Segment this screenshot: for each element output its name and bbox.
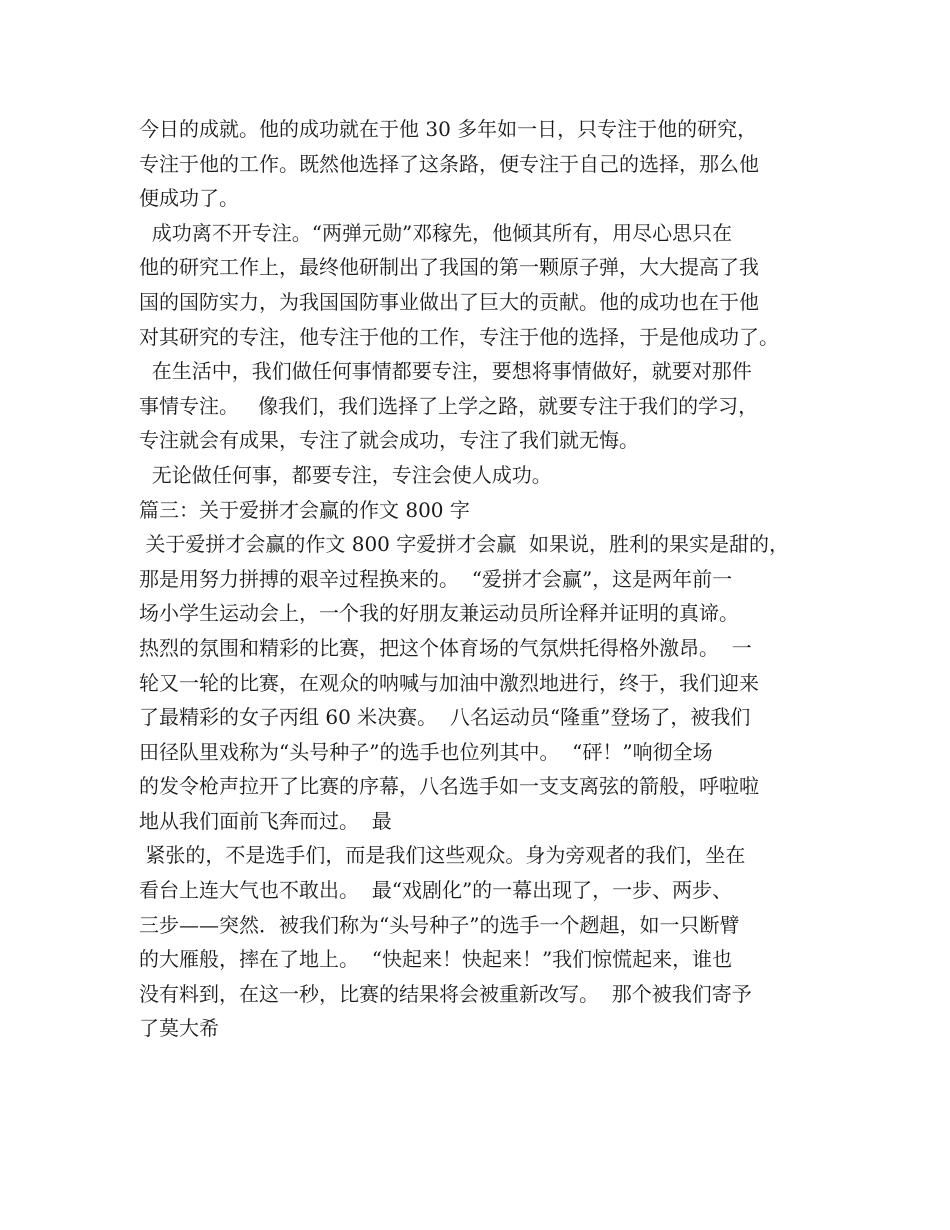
text-line: 的发令枪声拉开了比赛的序幕，八名选手如一支支离弦的箭般，呼啦啦: [139, 774, 759, 799]
text-line: 无论做任何事，都要专注，专注会使人成功。: [139, 462, 552, 487]
text-line: 在生活中，我们做任何事情都要专注，要想将事情做好，就要对那件: [139, 359, 752, 384]
essay-text: [139, 112, 829, 1046]
text-line: 今日的成就。他的成功就在于他 30 多年如一日，只专注于他的研究，: [139, 117, 758, 141]
text-line: 专注于他的工作。既然他选择了这条路，便专注于自己的选择，那么他: [139, 151, 759, 176]
text-line: 田径队里戏称为“头号种子”的选手也位列其中。 “砰！”响彻全场: [139, 739, 713, 764]
text-line: 成功离不开专注。“两弹元勋”邓稼先，他倾其所有，用尽心思只在: [139, 220, 733, 245]
text-line: 专注就会有成果，专注了就会成功，专注了我们就无悔。: [139, 428, 639, 453]
text-line: 轮又一轮的比赛，在观众的呐喊与加油中激烈地进行，终于，我们迎来: [139, 670, 759, 695]
text-line: 紧张的，不是选手们，而是我们这些观众。身为旁观者的我们，坐在: [139, 843, 746, 868]
text-line: 便成功了。: [139, 186, 239, 211]
text-line: 关于爱拼才会赢的作文 800 字爱拼才会赢 如果说，胜利的果实是甜的，: [139, 532, 789, 557]
text-line: 没有料到，在这一秒，比赛的结果将会被重新改写。 那个被我们寄予: [139, 981, 752, 1006]
text-line: 场小学生运动会上，一个我的好朋友兼运动员所诠释并证明的真谛。: [139, 601, 739, 626]
text-line: 那是用努力拼搏的艰辛过程换来的。 “爱拼才会赢”，这是两年前一: [139, 566, 733, 591]
text-line: 他的研究工作上，最终他研制出了我国的第一颗原子弹，大大提高了我: [139, 255, 759, 280]
text-line: 国的国防实力，为我国国防事业做出了巨大的贡献。他的成功也在于他: [139, 289, 759, 314]
text-line: 对其研究的专注，他专注于他的工作，专注于他的选择，于是他成功了。: [139, 324, 779, 349]
text-line: 的大雁般，摔在了地上。 “快起来！快起来！”我们惊慌起来，谁也: [139, 947, 733, 972]
text-line: 了莫大希: [139, 1016, 219, 1041]
section-heading: 篇三：关于爱拼才会赢的作文 800 字: [139, 497, 470, 522]
text-line: 看台上连大气也不敢出。 最“戏剧化”的一幕出现了，一步、两步、: [139, 878, 733, 903]
text-line: 三步——突然．被我们称为“头号种子”的选手一个趔趄，如一只断臂: [139, 912, 740, 937]
text-line: 地从我们面前飞奔而过。 最: [139, 808, 392, 833]
text-line: 事情专注。 像我们，我们选择了上学之路，就要专注于我们的学习，: [139, 393, 759, 418]
text-line: 热烈的氛围和精彩的比赛，把这个体育场的气氛烘托得格外激昂。 一: [139, 635, 752, 660]
text-line: 了最精彩的女子丙组 60 米决赛。 八名运动员“隆重”登场了，被我们: [139, 705, 751, 730]
